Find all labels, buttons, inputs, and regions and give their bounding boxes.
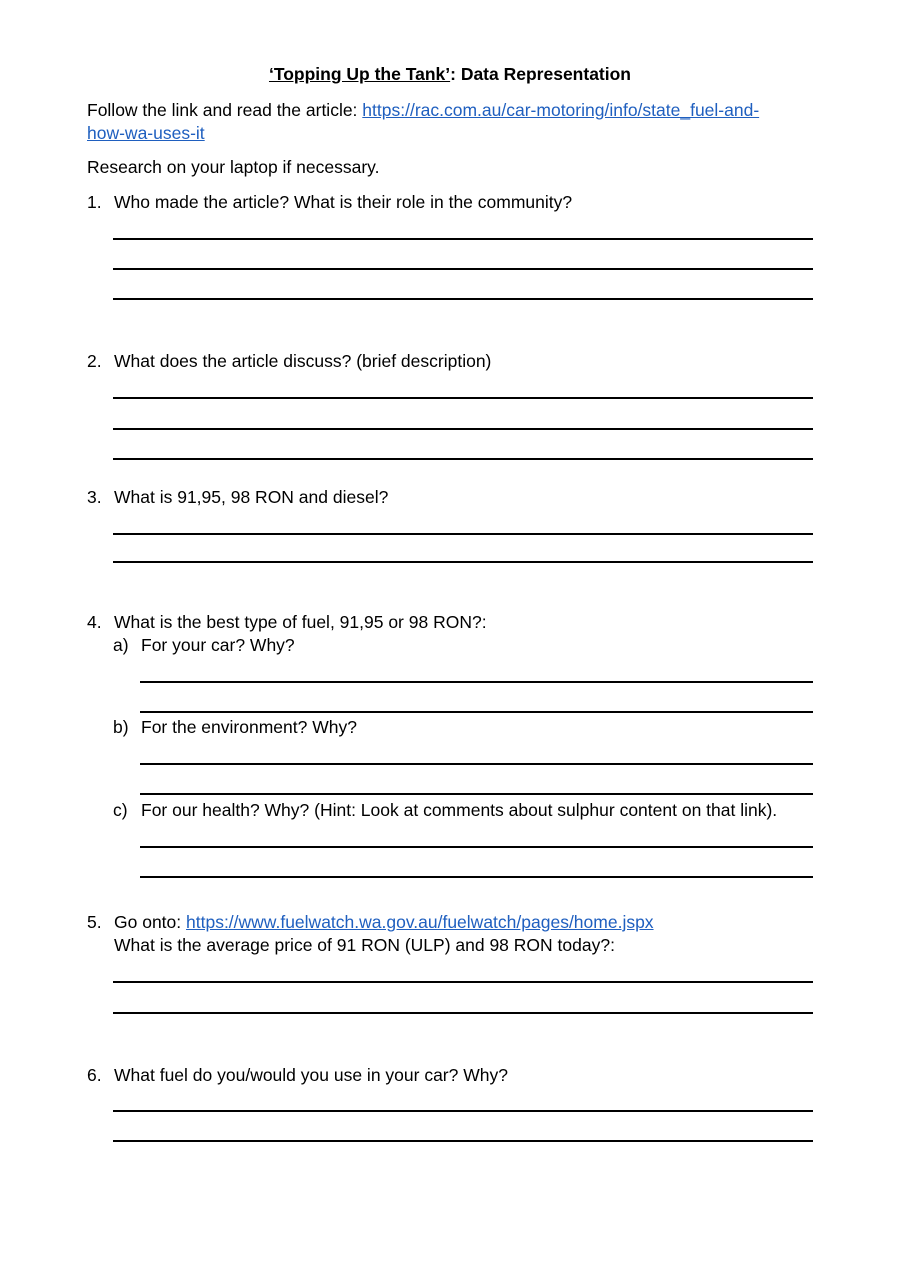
q5-line (114, 912, 654, 933)
answer-line[interactable] (113, 238, 813, 240)
answer-line[interactable] (113, 981, 813, 983)
q6-number: 6. (87, 1065, 102, 1085)
intro-line (87, 100, 759, 121)
page-title (0, 64, 900, 85)
q1-text: Who made the article? What is their role in the community? (114, 192, 573, 212)
answer-line[interactable] (113, 1110, 813, 1112)
article-link[interactable]: https://rac.com.au/car-motoring/info/state_fuel-and- (362, 100, 760, 120)
q4b-label: b) (113, 717, 129, 737)
q4b-text: For the environment? Why? (141, 717, 357, 737)
q3-number: 3. (87, 487, 102, 507)
answer-line[interactable] (140, 793, 813, 795)
q3-text: What is 91,95, 98 RON and diesel? (114, 487, 389, 507)
answer-line[interactable] (113, 1140, 813, 1142)
answer-line[interactable] (113, 561, 813, 563)
article-link-continued[interactable]: how-wa-uses-it (87, 123, 205, 143)
q4a-label: a) (113, 635, 129, 655)
q5-prefix: Go onto: (114, 912, 186, 932)
q6-text: What fuel do you/would you use in your car? Why? (114, 1065, 508, 1085)
q4-text: What is the best type of fuel, 91,95 or 98 RON?: (114, 612, 487, 632)
answer-line[interactable] (113, 397, 813, 399)
q4-number: 4. (87, 612, 102, 632)
q5-text: What is the average price of 91 RON (ULP) and 98 RON today?: (114, 935, 615, 955)
q2-text: What does the article discuss? (brief description) (114, 351, 492, 371)
answer-line[interactable] (113, 298, 813, 300)
q2-number: 2. (87, 351, 102, 371)
fuelwatch-link[interactable]: https://www.fuelwatch.wa.gov.au/fuelwatch/pages/home.jspx (186, 912, 654, 932)
answer-line[interactable] (140, 876, 813, 878)
answer-line[interactable] (113, 458, 813, 460)
answer-line[interactable] (113, 1012, 813, 1014)
answer-line[interactable] (140, 681, 813, 683)
q4a-text: For your car? Why? (141, 635, 295, 655)
title-underlined: ‘Topping Up the Tank’ (268, 64, 451, 84)
answer-line[interactable] (140, 763, 813, 765)
answer-line[interactable] (113, 533, 813, 535)
answer-line[interactable] (140, 846, 813, 848)
intro-prefix: Follow the link and read the article: (87, 100, 363, 120)
answer-line[interactable] (140, 711, 813, 713)
q1-number: 1. (87, 192, 102, 212)
q4c-label: c) (113, 800, 128, 820)
answer-line[interactable] (113, 428, 813, 430)
title-rest: : Data Representation (450, 64, 631, 84)
q5-number: 5. (87, 912, 102, 932)
answer-line[interactable] (113, 268, 813, 270)
q4c-text: For our health? Why? (Hint: Look at comments about sulphur content on that link). (141, 800, 778, 820)
research-note: Research on your laptop if necessary. (87, 157, 380, 177)
